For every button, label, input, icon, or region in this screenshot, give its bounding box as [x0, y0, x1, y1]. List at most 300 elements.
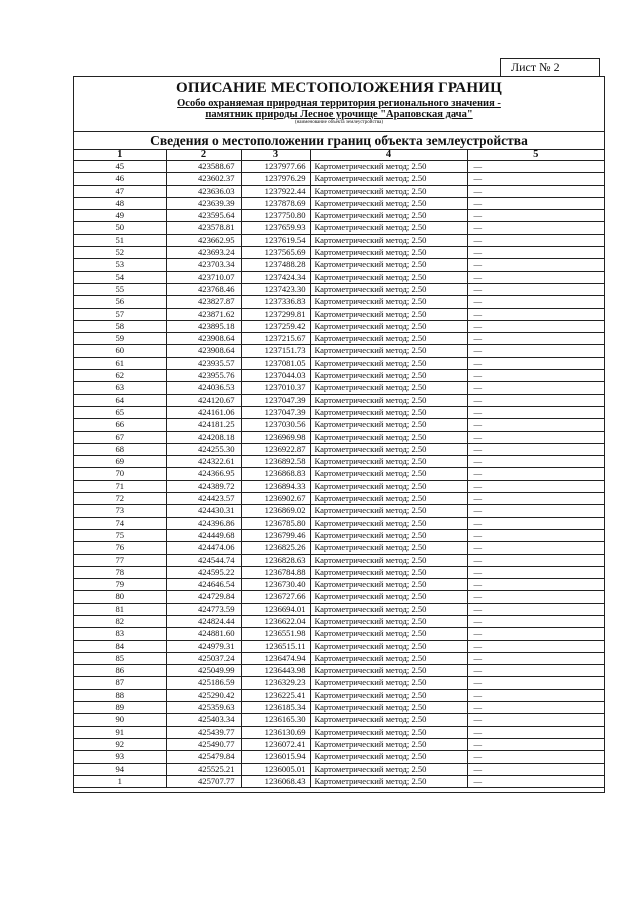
table-row: [74, 689, 604, 701]
coordinate-x-cell: 423703.34: [166, 259, 241, 271]
coordinate-x-cell: 423662.95: [166, 234, 241, 246]
point-number-cell: 63: [74, 382, 166, 394]
description-cell: —: [467, 763, 604, 775]
point-number-cell: 45: [74, 161, 166, 173]
coordinate-y-cell: 1237047.39: [241, 406, 310, 418]
method-and-accuracy-cell: Картометрический метод; 2.50: [310, 247, 467, 259]
coordinate-y-cell: 1236515.11: [241, 640, 310, 652]
table-row: [74, 259, 604, 271]
coordinate-y-cell: 1236969.98: [241, 431, 310, 443]
section-title: Сведения о местоположении границ объекта землеустройства: [74, 132, 604, 150]
table-row: [74, 185, 604, 197]
method-and-accuracy-cell: Картометрический метод; 2.50: [310, 628, 467, 640]
coordinate-y-cell: 1236130.69: [241, 726, 310, 738]
description-cell: —: [467, 210, 604, 222]
coordinate-x-cell: 423871.62: [166, 308, 241, 320]
method-and-accuracy-cell: Картометрический метод; 2.50: [310, 554, 467, 566]
coordinate-x-cell: 425186.59: [166, 677, 241, 689]
method-and-accuracy-cell: Картометрический метод; 2.50: [310, 197, 467, 209]
coordinate-x-cell: 423935.57: [166, 357, 241, 369]
coordinate-y-cell: 1236892.58: [241, 456, 310, 468]
document-header: [74, 77, 604, 132]
coordinate-y-cell: 1237565.69: [241, 247, 310, 259]
method-and-accuracy-cell: Картометрический метод; 2.50: [310, 726, 467, 738]
method-and-accuracy-cell: Картометрический метод; 2.50: [310, 591, 467, 603]
description-cell: —: [467, 591, 604, 603]
coordinate-y-cell: 1236072.41: [241, 738, 310, 750]
point-number-cell: 62: [74, 370, 166, 382]
table-row: [74, 591, 604, 603]
method-and-accuracy-cell: Картометрический метод; 2.50: [310, 677, 467, 689]
column-header: 4: [310, 150, 467, 161]
point-number-cell: 86: [74, 665, 166, 677]
object-name-line1: Особо охраняемая природная территория регионального значения -: [177, 98, 501, 109]
point-number-cell: 69: [74, 456, 166, 468]
table-row: [74, 443, 604, 455]
method-and-accuracy-cell: Картометрический метод; 2.50: [310, 456, 467, 468]
description-cell: —: [467, 775, 604, 787]
coordinate-y-cell: 1237336.83: [241, 296, 310, 308]
method-and-accuracy-cell: Картометрический метод; 2.50: [310, 480, 467, 492]
table-row: [74, 603, 604, 615]
method-and-accuracy-cell: Картометрический метод; 2.50: [310, 603, 467, 615]
point-number-cell: 88: [74, 689, 166, 701]
coordinate-y-cell: 1237030.56: [241, 419, 310, 431]
description-cell: —: [467, 554, 604, 566]
method-and-accuracy-cell: Картометрический метод; 2.50: [310, 714, 467, 726]
coordinate-x-cell: 423595.64: [166, 210, 241, 222]
method-and-accuracy-cell: Картометрический метод; 2.50: [310, 443, 467, 455]
point-number-cell: 89: [74, 702, 166, 714]
coordinate-x-cell: 423693.24: [166, 247, 241, 259]
coordinate-x-cell: 424449.68: [166, 529, 241, 541]
coordinate-x-cell: 424036.53: [166, 382, 241, 394]
method-and-accuracy-cell: Картометрический метод; 2.50: [310, 775, 467, 787]
coordinate-y-cell: 1236474.94: [241, 652, 310, 664]
point-number-cell: 77: [74, 554, 166, 566]
table-row: [74, 357, 604, 369]
method-and-accuracy-cell: Картометрический метод; 2.50: [310, 161, 467, 173]
description-cell: —: [467, 185, 604, 197]
table-row: [74, 234, 604, 246]
sheet-number-label: Лист № 2: [500, 58, 600, 77]
coordinate-y-cell: 1237750.80: [241, 210, 310, 222]
coordinate-y-cell: 1236894.33: [241, 480, 310, 492]
coordinate-y-cell: 1236785.80: [241, 517, 310, 529]
method-and-accuracy-cell: Картометрический метод; 2.50: [310, 566, 467, 578]
coordinate-x-cell: 424729.84: [166, 591, 241, 603]
coordinate-y-cell: 1237299.81: [241, 308, 310, 320]
method-and-accuracy-cell: Картометрический метод; 2.50: [310, 173, 467, 185]
table-row: [74, 665, 604, 677]
coordinate-y-cell: 1236902.67: [241, 493, 310, 505]
point-number-cell: 72: [74, 493, 166, 505]
method-and-accuracy-cell: Картометрический метод; 2.50: [310, 283, 467, 295]
coordinate-y-cell: 1236784.88: [241, 566, 310, 578]
description-cell: —: [467, 161, 604, 173]
coordinate-x-cell: 423827.87: [166, 296, 241, 308]
point-number-cell: 1: [74, 775, 166, 787]
method-and-accuracy-cell: Картометрический метод; 2.50: [310, 738, 467, 750]
column-header: 1: [74, 150, 166, 161]
table-row: [74, 542, 604, 554]
coordinate-y-cell: 1236165.30: [241, 714, 310, 726]
method-and-accuracy-cell: Картометрический метод; 2.50: [310, 431, 467, 443]
method-and-accuracy-cell: Картометрический метод; 2.50: [310, 579, 467, 591]
coordinate-y-cell: 1236825.26: [241, 542, 310, 554]
point-number-cell: 80: [74, 591, 166, 603]
coordinate-y-cell: 1236799.46: [241, 529, 310, 541]
table-row: [74, 222, 604, 234]
point-number-cell: 67: [74, 431, 166, 443]
coordinate-y-cell: 1237044.03: [241, 370, 310, 382]
table-row: [74, 406, 604, 418]
point-number-cell: 46: [74, 173, 166, 185]
method-and-accuracy-cell: Картометрический метод; 2.50: [310, 345, 467, 357]
point-number-cell: 75: [74, 529, 166, 541]
coordinate-x-cell: 423602.37: [166, 173, 241, 185]
coordinate-x-cell: 424881.60: [166, 628, 241, 640]
table-row: [74, 493, 604, 505]
method-and-accuracy-cell: Картометрический метод; 2.50: [310, 665, 467, 677]
description-cell: —: [467, 665, 604, 677]
point-number-cell: 64: [74, 394, 166, 406]
description-cell: —: [467, 357, 604, 369]
table-row: [74, 566, 604, 578]
coordinate-y-cell: 1236622.04: [241, 615, 310, 627]
description-cell: —: [467, 173, 604, 185]
method-and-accuracy-cell: Картометрический метод; 2.50: [310, 296, 467, 308]
table-row: [74, 480, 604, 492]
point-number-cell: 53: [74, 259, 166, 271]
method-and-accuracy-cell: Картометрический метод; 2.50: [310, 357, 467, 369]
description-cell: —: [467, 271, 604, 283]
point-number-cell: 68: [74, 443, 166, 455]
coordinate-y-cell: 1237423.30: [241, 283, 310, 295]
coordinate-y-cell: 1237081.05: [241, 357, 310, 369]
description-cell: —: [467, 738, 604, 750]
table-row: [74, 345, 604, 357]
method-and-accuracy-cell: Картометрический метод; 2.50: [310, 652, 467, 664]
description-cell: —: [467, 370, 604, 382]
table-row: [74, 517, 604, 529]
table-row: [74, 161, 604, 173]
point-number-cell: 61: [74, 357, 166, 369]
coordinate-x-cell: 424430.31: [166, 505, 241, 517]
description-cell: —: [467, 628, 604, 640]
coordinate-y-cell: 1236015.94: [241, 751, 310, 763]
coordinate-x-cell: 424208.18: [166, 431, 241, 443]
coordinate-y-cell: 1236443.98: [241, 665, 310, 677]
coordinate-x-cell: 424161.06: [166, 406, 241, 418]
table-row: [74, 296, 604, 308]
table-row: [74, 640, 604, 652]
coordinate-y-cell: 1237424.34: [241, 271, 310, 283]
point-number-cell: 82: [74, 615, 166, 627]
coordinate-x-cell: 424322.61: [166, 456, 241, 468]
coordinate-y-cell: 1237215.67: [241, 333, 310, 345]
description-cell: —: [467, 529, 604, 541]
point-number-cell: 59: [74, 333, 166, 345]
description-cell: —: [467, 320, 604, 332]
table-row: [74, 370, 604, 382]
table-body: [74, 161, 604, 788]
method-and-accuracy-cell: Картометрический метод; 2.50: [310, 493, 467, 505]
coordinate-x-cell: 424474.06: [166, 542, 241, 554]
description-cell: —: [467, 640, 604, 652]
table-row: [74, 505, 604, 517]
description-cell: —: [467, 615, 604, 627]
coordinate-y-cell: 1237047.39: [241, 394, 310, 406]
description-cell: —: [467, 566, 604, 578]
description-cell: —: [467, 296, 604, 308]
table-row: [74, 775, 604, 787]
coordinate-x-cell: 424646.54: [166, 579, 241, 591]
table-row: [74, 615, 604, 627]
method-and-accuracy-cell: Картометрический метод; 2.50: [310, 763, 467, 775]
coordinate-y-cell: 1236068.43: [241, 775, 310, 787]
point-number-cell: 49: [74, 210, 166, 222]
coordinate-x-cell: 423955.76: [166, 370, 241, 382]
coordinate-y-cell: 1236922.87: [241, 443, 310, 455]
coordinate-x-cell: 423908.64: [166, 345, 241, 357]
description-cell: —: [467, 542, 604, 554]
point-number-cell: 78: [74, 566, 166, 578]
description-cell: —: [467, 677, 604, 689]
method-and-accuracy-cell: Картометрический метод; 2.50: [310, 529, 467, 541]
object-name-line2: памятник природы Лесное урочище "Араповская дача": [205, 109, 473, 120]
method-and-accuracy-cell: Картометрический метод; 2.50: [310, 468, 467, 480]
description-cell: —: [467, 406, 604, 418]
point-number-cell: 74: [74, 517, 166, 529]
method-and-accuracy-cell: Картометрический метод; 2.50: [310, 542, 467, 554]
coordinate-x-cell: 424824.44: [166, 615, 241, 627]
object-name-caption: (наименование объекта землеустройства): [294, 120, 384, 125]
table-row: [74, 271, 604, 283]
coordinate-x-cell: 425037.24: [166, 652, 241, 664]
coordinate-x-cell: 424366.95: [166, 468, 241, 480]
coordinate-y-cell: 1237619.54: [241, 234, 310, 246]
point-number-cell: 90: [74, 714, 166, 726]
table-row: [74, 456, 604, 468]
table-row: [74, 652, 604, 664]
coordinate-x-cell: 423588.67: [166, 161, 241, 173]
method-and-accuracy-cell: Картометрический метод; 2.50: [310, 271, 467, 283]
coordinate-x-cell: 424544.74: [166, 554, 241, 566]
description-cell: —: [467, 517, 604, 529]
column-header: 5: [467, 150, 604, 161]
coordinate-x-cell: 423710.07: [166, 271, 241, 283]
description-cell: —: [467, 443, 604, 455]
coordinate-y-cell: 1236727.66: [241, 591, 310, 603]
coordinate-x-cell: 423895.18: [166, 320, 241, 332]
point-number-cell: 85: [74, 652, 166, 664]
point-number-cell: 57: [74, 308, 166, 320]
coordinate-x-cell: 423636.03: [166, 185, 241, 197]
table-row: [74, 173, 604, 185]
coordinate-y-cell: 1237922.44: [241, 185, 310, 197]
coordinate-x-cell: 425707.77: [166, 775, 241, 787]
description-cell: —: [467, 689, 604, 701]
table-row: [74, 382, 604, 394]
coordinate-y-cell: 1236185.34: [241, 702, 310, 714]
point-number-cell: 81: [74, 603, 166, 615]
method-and-accuracy-cell: Картометрический метод; 2.50: [310, 222, 467, 234]
description-cell: —: [467, 505, 604, 517]
method-and-accuracy-cell: Картометрический метод; 2.50: [310, 185, 467, 197]
coordinate-x-cell: 425359.63: [166, 702, 241, 714]
method-and-accuracy-cell: Картометрический метод; 2.50: [310, 394, 467, 406]
description-cell: —: [467, 308, 604, 320]
description-cell: —: [467, 652, 604, 664]
coordinate-y-cell: 1236868.83: [241, 468, 310, 480]
coordinate-y-cell: 1236730.40: [241, 579, 310, 591]
coordinate-y-cell: 1237976.29: [241, 173, 310, 185]
description-cell: —: [467, 431, 604, 443]
coordinate-x-cell: 424120.67: [166, 394, 241, 406]
table-row: [74, 247, 604, 259]
description-cell: —: [467, 234, 604, 246]
description-cell: —: [467, 197, 604, 209]
coordinate-y-cell: 1236225.41: [241, 689, 310, 701]
coordinate-y-cell: 1236694.01: [241, 603, 310, 615]
table-row: [74, 738, 604, 750]
coordinate-y-cell: 1237659.93: [241, 222, 310, 234]
coordinate-y-cell: 1237488.28: [241, 259, 310, 271]
point-number-cell: 50: [74, 222, 166, 234]
coordinate-x-cell: 424773.59: [166, 603, 241, 615]
method-and-accuracy-cell: Картометрический метод; 2.50: [310, 406, 467, 418]
document-title: ОПИСАНИЕ МЕСТОПОЛОЖЕНИЯ ГРАНИЦ: [176, 80, 502, 96]
description-cell: —: [467, 382, 604, 394]
coordinate-x-cell: 423768.46: [166, 283, 241, 295]
point-number-cell: 87: [74, 677, 166, 689]
point-number-cell: 58: [74, 320, 166, 332]
point-number-cell: 66: [74, 419, 166, 431]
table-row: [74, 308, 604, 320]
description-cell: —: [467, 419, 604, 431]
method-and-accuracy-cell: Картометрический метод; 2.50: [310, 259, 467, 271]
coordinate-x-cell: 424389.72: [166, 480, 241, 492]
coordinate-x-cell: 424423.57: [166, 493, 241, 505]
point-number-cell: 47: [74, 185, 166, 197]
method-and-accuracy-cell: Картометрический метод; 2.50: [310, 320, 467, 332]
coordinate-x-cell: 423639.39: [166, 197, 241, 209]
table-row: [74, 628, 604, 640]
point-number-cell: 70: [74, 468, 166, 480]
method-and-accuracy-cell: Картометрический метод; 2.50: [310, 210, 467, 222]
coordinate-y-cell: 1237259.42: [241, 320, 310, 332]
description-cell: —: [467, 751, 604, 763]
point-number-cell: 84: [74, 640, 166, 652]
description-cell: —: [467, 283, 604, 295]
point-number-cell: 54: [74, 271, 166, 283]
table-row: [74, 751, 604, 763]
description-cell: —: [467, 493, 604, 505]
description-cell: —: [467, 345, 604, 357]
point-number-cell: 60: [74, 345, 166, 357]
description-cell: —: [467, 456, 604, 468]
method-and-accuracy-cell: Картометрический метод; 2.50: [310, 505, 467, 517]
method-and-accuracy-cell: Картометрический метод; 2.50: [310, 234, 467, 246]
method-and-accuracy-cell: Картометрический метод; 2.50: [310, 517, 467, 529]
description-cell: —: [467, 222, 604, 234]
coordinate-x-cell: 424255.30: [166, 443, 241, 455]
coordinate-x-cell: 424979.31: [166, 640, 241, 652]
coordinate-x-cell: 425490.77: [166, 738, 241, 750]
point-number-cell: 51: [74, 234, 166, 246]
point-number-cell: 48: [74, 197, 166, 209]
description-cell: —: [467, 247, 604, 259]
table-row: [74, 763, 604, 775]
table-row: [74, 726, 604, 738]
description-cell: —: [467, 603, 604, 615]
method-and-accuracy-cell: Картометрический метод; 2.50: [310, 382, 467, 394]
method-and-accuracy-cell: Картометрический метод; 2.50: [310, 370, 467, 382]
point-number-cell: 73: [74, 505, 166, 517]
method-and-accuracy-cell: Картометрический метод; 2.50: [310, 333, 467, 345]
method-and-accuracy-cell: Картометрический метод; 2.50: [310, 308, 467, 320]
point-number-cell: 65: [74, 406, 166, 418]
method-and-accuracy-cell: Картометрический метод; 2.50: [310, 640, 467, 652]
coordinate-x-cell: 423908.64: [166, 333, 241, 345]
coordinate-y-cell: 1237151.73: [241, 345, 310, 357]
coordinate-y-cell: 1237977.66: [241, 161, 310, 173]
table-row: [74, 283, 604, 295]
table-row: [74, 554, 604, 566]
coordinate-x-cell: 425479.84: [166, 751, 241, 763]
coordinate-x-cell: 425439.77: [166, 726, 241, 738]
coordinate-x-cell: 424595.22: [166, 566, 241, 578]
point-number-cell: 79: [74, 579, 166, 591]
table-row: [74, 714, 604, 726]
coordinate-y-cell: 1236005.01: [241, 763, 310, 775]
point-number-cell: 76: [74, 542, 166, 554]
table-row: [74, 394, 604, 406]
description-cell: —: [467, 480, 604, 492]
coordinate-x-cell: 424396.86: [166, 517, 241, 529]
method-and-accuracy-cell: Картометрический метод; 2.50: [310, 419, 467, 431]
description-cell: —: [467, 333, 604, 345]
method-and-accuracy-cell: Картометрический метод; 2.50: [310, 751, 467, 763]
coordinate-y-cell: 1236828.63: [241, 554, 310, 566]
table-row: [74, 419, 604, 431]
table-row: [74, 677, 604, 689]
coordinate-y-cell: 1236329.23: [241, 677, 310, 689]
coordinate-y-cell: 1236869.02: [241, 505, 310, 517]
point-number-cell: 56: [74, 296, 166, 308]
table-row: [74, 702, 604, 714]
method-and-accuracy-cell: Картометрический метод; 2.50: [310, 702, 467, 714]
column-header: 2: [166, 150, 241, 161]
coordinate-x-cell: 425290.42: [166, 689, 241, 701]
description-cell: —: [467, 259, 604, 271]
coordinate-x-cell: 424181.25: [166, 419, 241, 431]
table-row: [74, 431, 604, 443]
point-number-cell: 91: [74, 726, 166, 738]
table-row: [74, 579, 604, 591]
column-header: 3: [241, 150, 310, 161]
document-frame: [73, 76, 605, 793]
point-number-cell: 52: [74, 247, 166, 259]
coordinate-x-cell: 425403.34: [166, 714, 241, 726]
point-number-cell: 55: [74, 283, 166, 295]
point-number-cell: 94: [74, 763, 166, 775]
table-row: [74, 529, 604, 541]
coordinate-y-cell: 1236551.98: [241, 628, 310, 640]
point-number-cell: 93: [74, 751, 166, 763]
description-cell: —: [467, 714, 604, 726]
